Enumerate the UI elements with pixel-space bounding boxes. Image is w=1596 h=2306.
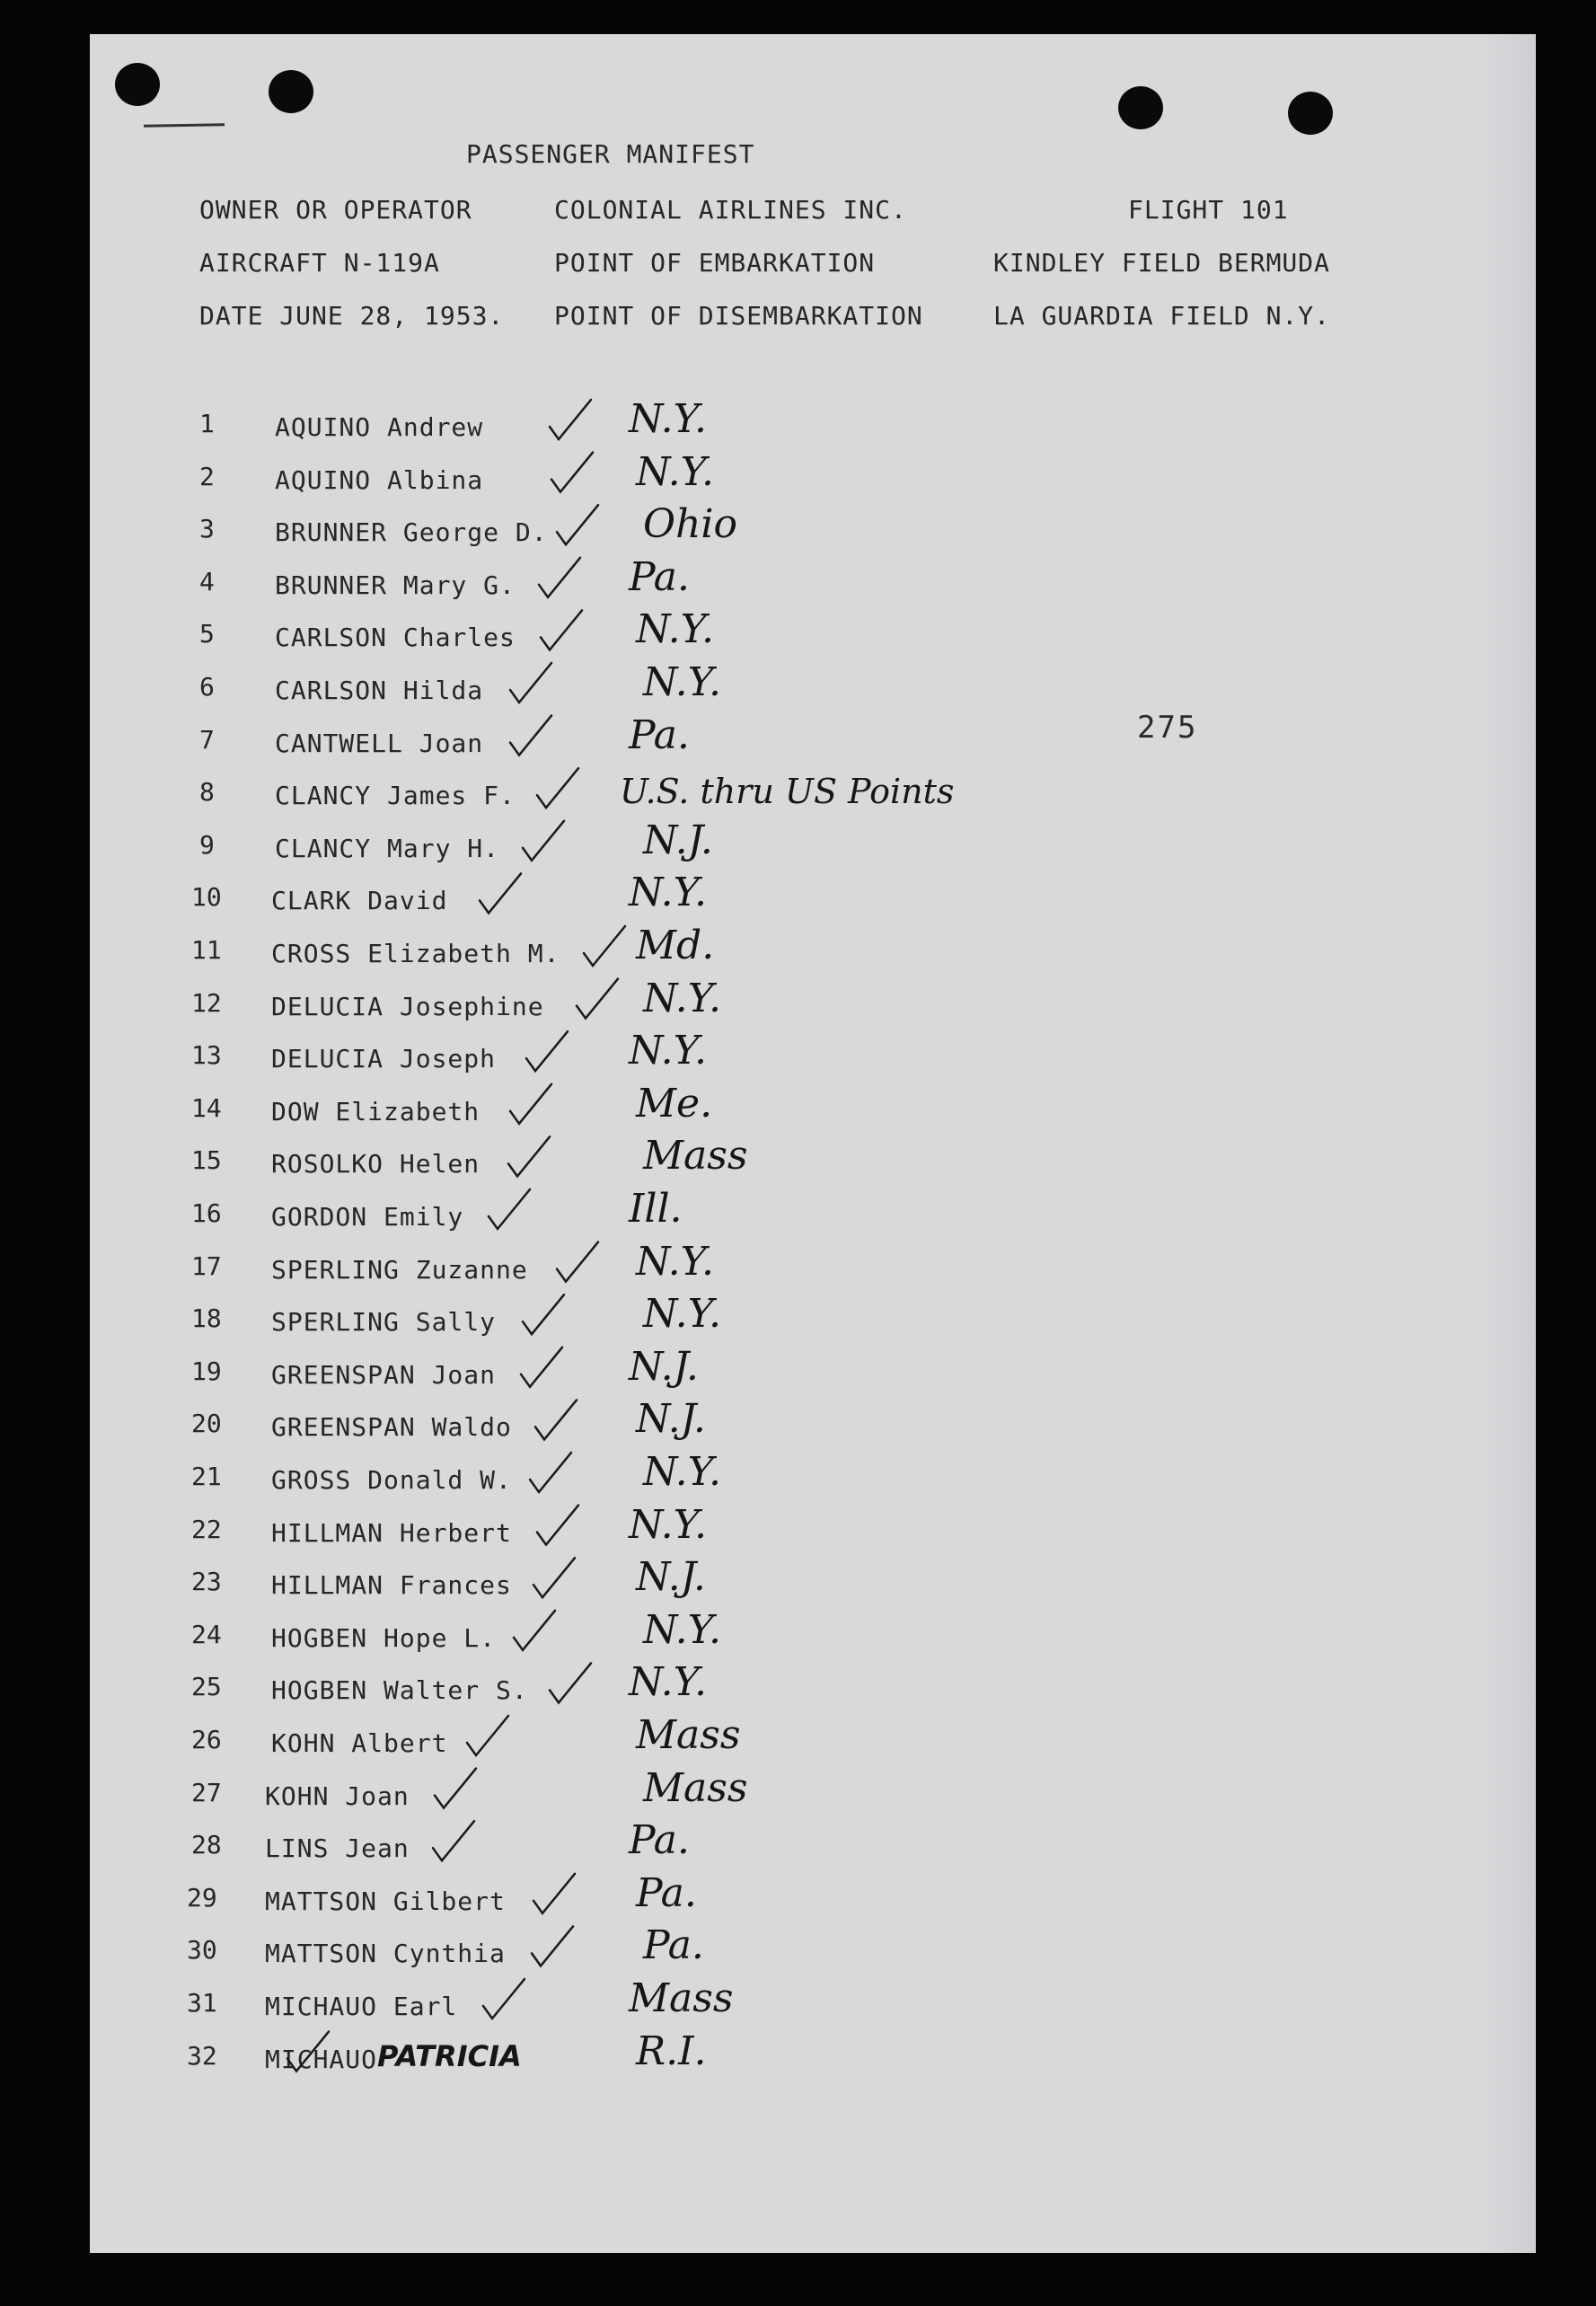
passenger-number: 14 [191,1092,222,1123]
checkmark-icon [510,1084,551,1124]
passenger-name: DELUCIA Josephine [271,991,544,1021]
handwritten-state-note: Pa. [629,553,690,600]
checkmark-icon [533,1558,575,1597]
checkmark-icon [467,1716,508,1755]
handwritten-state-note: Ill. [629,1186,683,1232]
passenger-name: CLANCY James F. [275,781,516,811]
checkmark-icon [541,610,582,649]
checkmark-icon [526,1031,568,1071]
handwritten-state-note: Md. [636,923,715,968]
handwritten-state-note: N.Y. [629,396,708,442]
handwritten-state-note: N.Y. [629,870,708,916]
embark-value: KINDLEY FIELD BERMUDA [993,248,1331,278]
handwritten-state-note: N.J. [636,1396,706,1443]
passenger-name: KOHN Albert [271,1728,448,1758]
handwritten-state-note: N.J. [643,817,713,863]
checkmark-icon [550,1663,591,1702]
passenger-name: CLANCY Mary H. [275,833,500,863]
handwritten-state-note: Me. [636,1080,713,1126]
passenger-name: SPERLING Sally [271,1307,497,1338]
passenger-name: CARLSON Charles [275,623,516,653]
checkmark-icon [533,1874,575,1913]
passenger-number: 19 [191,1356,222,1386]
passenger-name: LINS Jean [265,1833,410,1864]
passenger-number: 20 [191,1409,222,1439]
checkmark-icon [523,1294,564,1334]
passenger-number: 16 [191,1198,222,1228]
passenger-name: HILLMAN Herbert [271,1517,512,1548]
passenger-name: CANTWELL Joan [275,728,484,758]
handwritten-state-note: Pa. [636,1869,697,1916]
passenger-number: 2 [199,461,215,491]
checkmark-icon [577,979,618,1019]
passenger-number: 31 [187,1988,217,2018]
handwritten-state-note: U.S. thru US Points [620,772,955,812]
passenger-name: KOHN Joan [265,1780,410,1811]
handwritten-state-note: N.Y. [643,659,722,705]
handwritten-state-note: N.Y. [643,1291,722,1338]
handwritten-state-note: N.J. [636,1554,706,1601]
passenger-number: 13 [191,1040,222,1071]
handwritten-state-note: N.J. [629,1343,699,1390]
passenger-name: CARLSON Hilda [275,676,484,705]
passenger-number: 24 [191,1619,222,1649]
passenger-number: 23 [191,1567,222,1597]
handwritten-state-note: Pa. [629,1817,690,1864]
checkmark-icon [287,2032,329,2072]
passenger-name: GROSS Donald W. [271,1465,512,1495]
stamp-number: 275 [1137,710,1198,746]
aircraft-id: AIRCRAFT N-119A [199,248,440,278]
handwritten-state-note: N.Y. [636,606,715,653]
handwritten-state-note: Mass [643,1133,748,1180]
passenger-number: 1 [199,409,215,438]
checkmark-icon [521,1347,562,1387]
flight-date: DATE JUNE 28, 1953. [199,301,505,331]
checkmark-icon [537,1506,578,1545]
owner-label: OWNER OR OPERATOR [199,195,472,225]
checkmark-icon [480,873,521,913]
owner-value: COLONIAL AIRLINES INC. [554,195,907,225]
embark-label: POINT OF EMBARKATION [554,248,876,278]
checkmark-icon [535,1400,577,1439]
passenger-number: 28 [191,1830,222,1860]
passenger-name: MICHAUO Earl [265,1992,458,2021]
passenger-name: MATTSON Gilbert [265,1886,506,1916]
checkmark-icon [550,400,591,439]
checkmark-icon [551,453,593,492]
passenger-number: 8 [199,777,215,808]
handwritten-state-note: N.Y. [643,1449,722,1495]
passenger-number: 30 [187,1935,217,1966]
passenger-name: GORDON Emily [271,1202,464,1232]
passenger-name: GREENSPAN Waldo [271,1412,512,1443]
passenger-name: HOGBEN Walter S. [271,1675,528,1706]
passenger-number: 25 [191,1672,222,1702]
handwritten-state-note: N.Y. [629,1501,708,1548]
passenger-number: 15 [191,1145,222,1176]
passenger-number: 22 [191,1514,222,1544]
passenger-number: 3 [199,514,215,544]
checkmark-icon [530,1453,571,1492]
checkmark-icon [510,716,551,755]
handwritten-first-name: PATRICIA [377,2038,522,2073]
handwritten-state-note: N.Y. [636,1238,715,1285]
checkmark-icon [483,1979,525,2019]
handwritten-state-note: Mass [629,1975,734,2021]
passenger-name: BRUNNER George D. [275,517,548,548]
passenger-number: 12 [191,987,222,1018]
passenger-name: SPERLING Zuzanne [271,1254,528,1285]
checkmark-icon [557,505,598,544]
passenger-name: HILLMAN Frances [271,1570,512,1601]
checkmark-icon [539,558,580,597]
handwritten-state-note: Ohio [643,501,737,548]
checkmark-icon [433,1821,474,1860]
checkmark-icon [537,768,578,808]
passenger-name: CLARK David [271,886,448,916]
passenger-name: BRUNNER Mary G. [275,570,516,600]
handwritten-state-note: N.Y. [643,975,722,1021]
passenger-name: MICHAUO [265,2044,378,2074]
checkmark-icon [584,926,625,966]
handwritten-state-note: Mass [643,1764,748,1811]
passenger-number: 6 [199,672,215,702]
passenger-number: 26 [191,1725,222,1754]
manifest-title: PASSENGER MANIFEST [466,139,755,169]
checkmark-icon [510,663,551,702]
passenger-number: 4 [199,566,215,596]
passenger-name: GREENSPAN Joan [271,1359,497,1390]
passenger-number: 9 [199,829,215,860]
passenger-number: 17 [191,1250,222,1281]
handwritten-state-note: N.Y. [636,448,715,495]
passenger-name: CROSS Elizabeth M. [271,939,560,968]
passenger-name: MATTSON Cynthia [265,1939,506,1969]
passenger-number: 27 [191,1777,222,1807]
passenger-number: 32 [187,2040,217,2071]
handwritten-state-note: Mass [636,1712,741,1758]
passenger-number: 29 [187,1882,217,1913]
passenger-number: 18 [191,1303,222,1334]
handwritten-state-note: N.Y. [629,1028,708,1074]
disembark-label: POINT OF DISEMBARKATION [554,301,923,331]
handwritten-state-note: Pa. [629,711,690,758]
passenger-name: AQUINO Albina [275,464,484,495]
passenger-number: 11 [191,935,222,965]
checkmark-icon [435,1769,476,1808]
passenger-name: HOGBEN Hope L. [271,1622,497,1653]
disembark-value: LA GUARDIA FIELD N.Y. [993,301,1331,331]
handwritten-state-note: Pa. [643,1922,704,1969]
checkmark-icon [532,1926,573,1966]
handwritten-state-note: R.I. [636,2028,707,2074]
flight-number: FLIGHT 101 [1128,195,1289,225]
checkmark-icon [557,1242,598,1282]
passenger-number: 5 [199,619,215,649]
checkmark-icon [514,1611,555,1650]
passenger-name: DOW Elizabeth [271,1096,481,1126]
passenger-name: AQUINO Andrew [275,412,484,442]
passenger-name: ROSOLKO Helen [271,1149,481,1180]
passenger-number: 7 [199,724,215,755]
handwritten-state-note: N.Y. [643,1606,722,1653]
passenger-name: DELUCIA Joseph [271,1044,497,1074]
checkmark-icon [489,1189,530,1229]
checkmark-icon [508,1136,550,1176]
handwritten-state-note: N.Y. [629,1659,708,1706]
passenger-number: 21 [191,1462,222,1491]
passenger-number: 10 [191,882,222,913]
checkmark-icon [523,821,564,861]
